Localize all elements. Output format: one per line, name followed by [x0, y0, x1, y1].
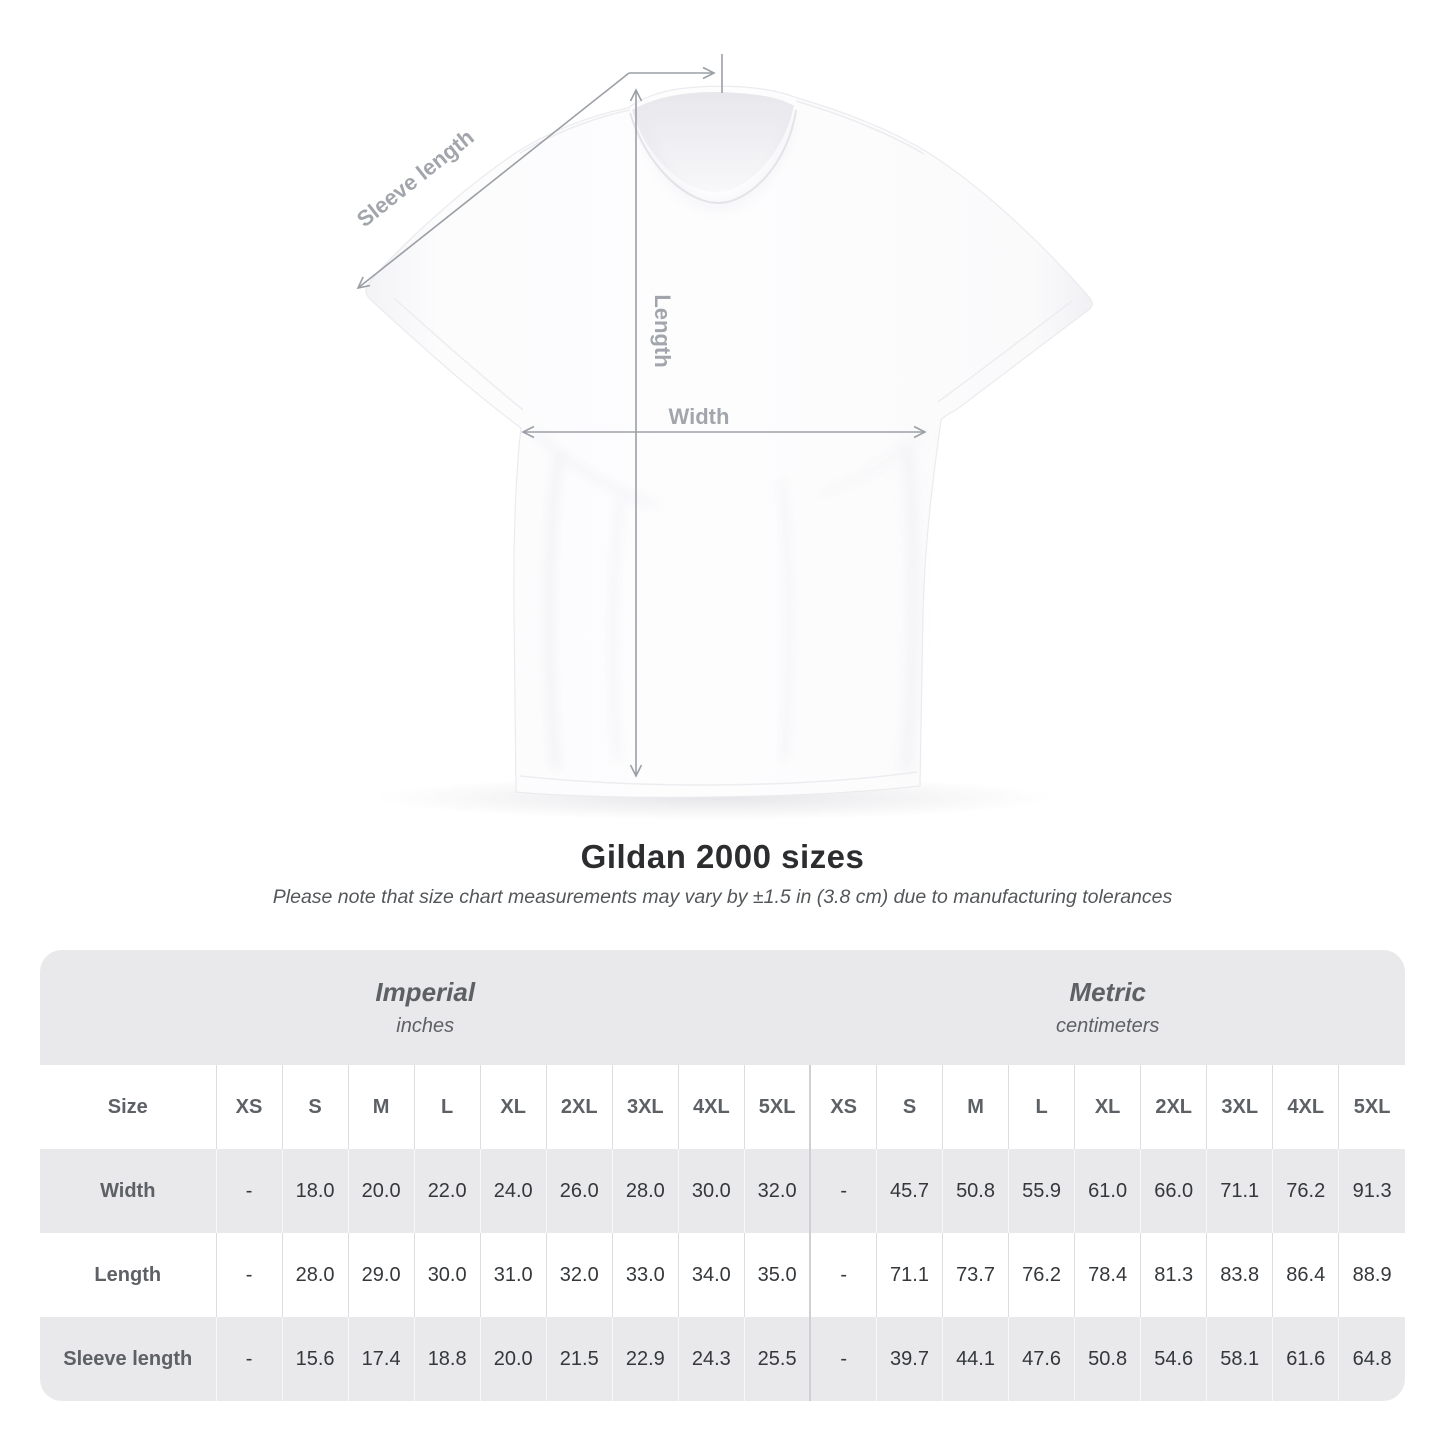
- value-cell: 15.6: [282, 1317, 348, 1401]
- value-cell: 55.9: [1009, 1149, 1075, 1233]
- row-label-width: Width: [40, 1149, 216, 1233]
- heading-block: [0, 838, 1445, 909]
- value-cell: 76.2: [1009, 1233, 1075, 1317]
- value-cell: 31.0: [480, 1233, 546, 1317]
- value-cell: 50.8: [1075, 1317, 1141, 1401]
- value-cell: 83.8: [1207, 1233, 1273, 1317]
- value-cell: 64.8: [1339, 1317, 1405, 1401]
- value-cell: 18.0: [282, 1149, 348, 1233]
- length-row: [40, 1233, 1405, 1317]
- value-cell: 18.8: [414, 1317, 480, 1401]
- unit-band-row: [40, 950, 1405, 1065]
- metric-band: [810, 950, 1405, 1065]
- value-cell: 61.6: [1273, 1317, 1339, 1401]
- col-header-metric-3xl: 3XL: [1207, 1065, 1273, 1149]
- value-cell: 47.6: [1009, 1317, 1075, 1401]
- length-label: Length: [650, 294, 675, 368]
- value-cell: -: [216, 1149, 282, 1233]
- value-cell: 29.0: [348, 1233, 414, 1317]
- col-header-metric-5xl: 5XL: [1339, 1065, 1405, 1149]
- value-cell: 50.8: [943, 1149, 1009, 1233]
- sleeve-length-label: Sleeve length: [351, 124, 479, 232]
- value-cell: 30.0: [414, 1233, 480, 1317]
- tshirt-body: [366, 86, 1092, 797]
- col-header-imperial-4xl: 4XL: [678, 1065, 744, 1149]
- value-cell: 54.6: [1141, 1317, 1207, 1401]
- value-cell: 20.0: [348, 1149, 414, 1233]
- col-header-metric-m: M: [943, 1065, 1009, 1149]
- value-cell: 24.3: [678, 1317, 744, 1401]
- value-cell: 32.0: [546, 1233, 612, 1317]
- row-label-length: Length: [40, 1233, 216, 1317]
- value-cell: -: [216, 1233, 282, 1317]
- value-cell: -: [216, 1317, 282, 1401]
- value-cell: 24.0: [480, 1149, 546, 1233]
- metric-label: Metric: [1069, 977, 1146, 1007]
- value-cell: 26.0: [546, 1149, 612, 1233]
- page-title: Gildan 2000 sizes: [580, 838, 865, 875]
- tshirt-illustration: [366, 86, 1092, 797]
- col-header-imperial-s: S: [282, 1065, 348, 1149]
- col-header-imperial-m: M: [348, 1065, 414, 1149]
- value-cell: 32.0: [744, 1149, 810, 1233]
- value-cell: -: [810, 1149, 876, 1233]
- sleeve-length-row: [40, 1317, 1405, 1401]
- value-cell: 88.9: [1339, 1233, 1405, 1317]
- col-header-imperial-xl: XL: [480, 1065, 546, 1149]
- col-header-imperial-2xl: 2XL: [546, 1065, 612, 1149]
- value-cell: 71.1: [876, 1233, 942, 1317]
- value-cell: 35.0: [744, 1233, 810, 1317]
- imperial-band: [40, 950, 810, 1065]
- value-cell: 22.9: [612, 1317, 678, 1401]
- value-cell: 81.3: [1141, 1233, 1207, 1317]
- value-cell: 71.1: [1207, 1149, 1273, 1233]
- col-header-imperial-5xl: 5XL: [744, 1065, 810, 1149]
- value-cell: 61.0: [1075, 1149, 1141, 1233]
- col-header-imperial-xs: XS: [216, 1065, 282, 1149]
- value-cell: 44.1: [943, 1317, 1009, 1401]
- value-cell: 78.4: [1075, 1233, 1141, 1317]
- width-label: Width: [668, 404, 730, 429]
- value-cell: 21.5: [546, 1317, 612, 1401]
- value-cell: 20.0: [480, 1317, 546, 1401]
- value-cell: 76.2: [1273, 1149, 1339, 1233]
- col-header-metric-s: S: [876, 1065, 942, 1149]
- tolerance-note: Please note that size chart measurements may vary by ±1.5 in (3.8 cm) due to manufacturing tolerances: [272, 886, 1173, 908]
- imperial-unit: inches: [396, 1015, 455, 1037]
- size-table-container: [40, 950, 1405, 1401]
- value-cell: 28.0: [612, 1149, 678, 1233]
- value-cell: 45.7: [876, 1149, 942, 1233]
- col-header-metric-xl: XL: [1075, 1065, 1141, 1149]
- col-header-imperial-l: L: [414, 1065, 480, 1149]
- size-header-row: [40, 1065, 1405, 1149]
- col-header-metric-4xl: 4XL: [1273, 1065, 1339, 1149]
- col-header-metric-l: L: [1009, 1065, 1075, 1149]
- value-cell: 34.0: [678, 1233, 744, 1317]
- col-header-metric-xs: XS: [810, 1065, 876, 1149]
- value-cell: 39.7: [876, 1317, 942, 1401]
- value-cell: 33.0: [612, 1233, 678, 1317]
- width-row: [40, 1149, 1405, 1233]
- value-cell: -: [810, 1233, 876, 1317]
- value-cell: 30.0: [678, 1149, 744, 1233]
- value-cell: 25.5: [744, 1317, 810, 1401]
- value-cell: 86.4: [1273, 1233, 1339, 1317]
- value-cell: 17.4: [348, 1317, 414, 1401]
- size-header-cell: Size: [40, 1065, 216, 1149]
- imperial-label: Imperial: [375, 977, 476, 1007]
- value-cell: 91.3: [1339, 1149, 1405, 1233]
- size-table: [40, 950, 1405, 1401]
- col-header-imperial-3xl: 3XL: [612, 1065, 678, 1149]
- metric-unit: centimeters: [1056, 1015, 1160, 1037]
- row-label-sleeve-length: Sleeve length: [40, 1317, 216, 1401]
- value-cell: 58.1: [1207, 1317, 1273, 1401]
- value-cell: -: [810, 1317, 876, 1401]
- value-cell: 66.0: [1141, 1149, 1207, 1233]
- col-header-metric-2xl: 2XL: [1141, 1065, 1207, 1149]
- value-cell: 22.0: [414, 1149, 480, 1233]
- value-cell: 73.7: [943, 1233, 1009, 1317]
- value-cell: 28.0: [282, 1233, 348, 1317]
